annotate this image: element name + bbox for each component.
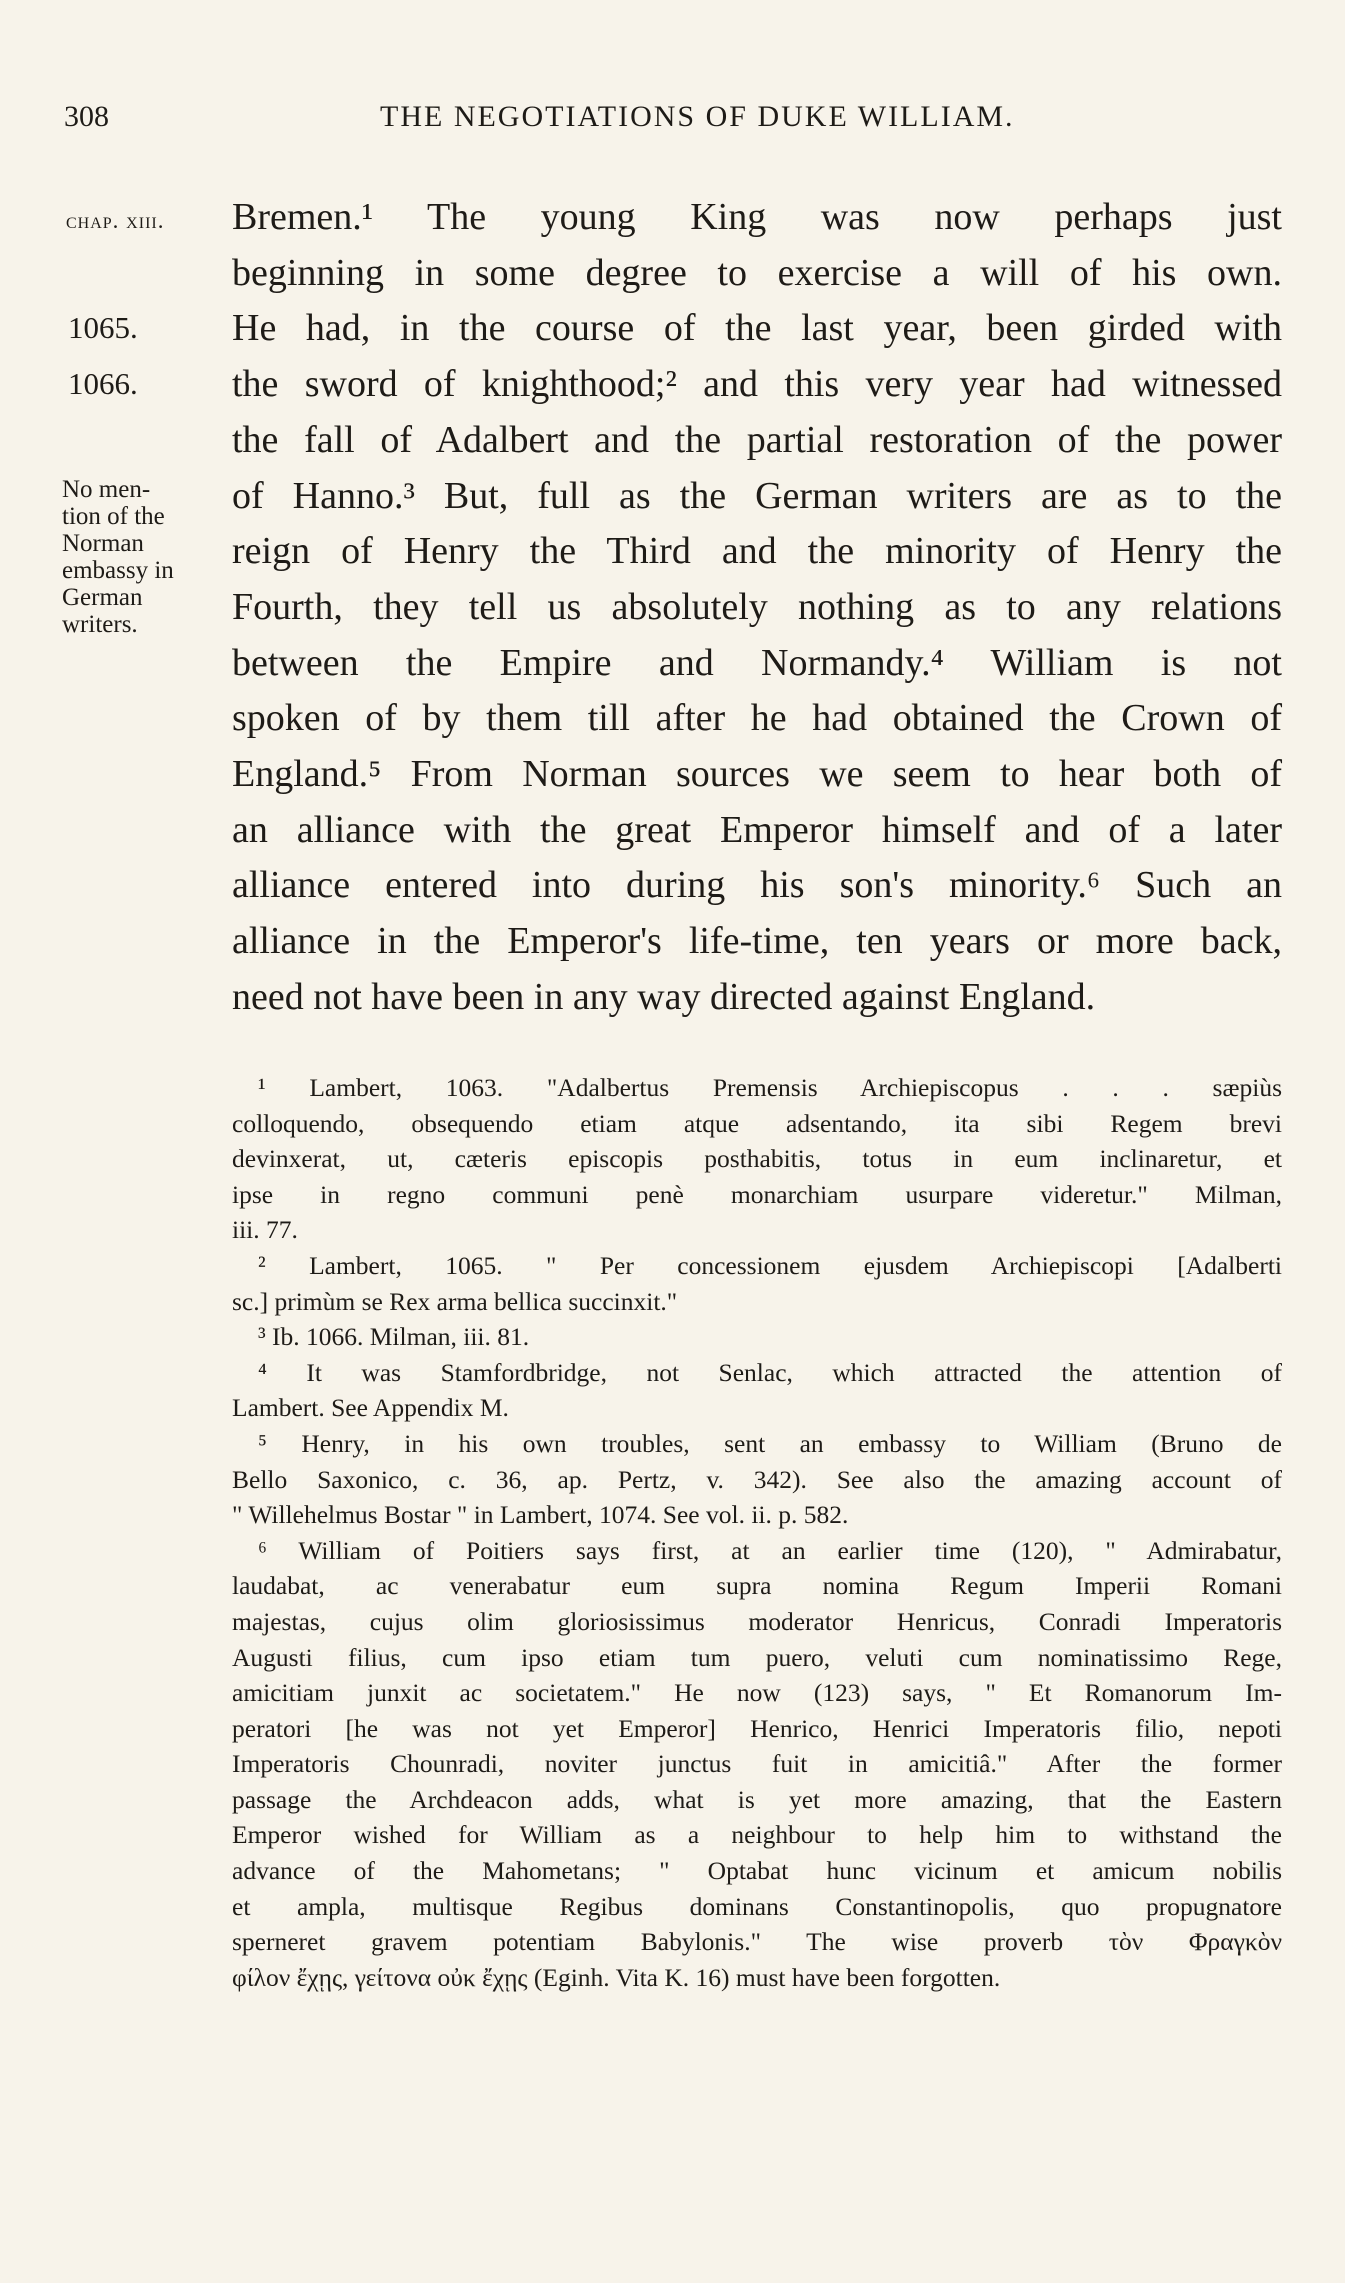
footnote-line: ⁵ Henry, in his own troubles, sent an embassy to William (Bruno de	[258, 1428, 1282, 1458]
footnote-line: amicitiam junxit ac societatem." He now (123) says, " Et Romanorum Im-	[232, 1678, 1282, 1708]
margin-note-line: writers.	[62, 611, 138, 638]
footnotes	[232, 1070, 1282, 1995]
page-number: 308	[64, 100, 109, 133]
footnote-line: devinxerat, ut, cæteris episcopis posthabitis, totus in eum inclinaretur, et	[232, 1144, 1282, 1174]
footnote-line: Augusti filius, cum ipso etiam tum puero, veluti cum nominatissimo Rege,	[232, 1642, 1282, 1672]
body-line: an alliance with the great Emperor himself and of a later	[232, 808, 1282, 851]
body-line: He had, in the course of the last year, been girded with	[232, 307, 1282, 350]
footnote-line: advance of the Mahometans; " Optabat hunc vicinum et amicum nobilis	[232, 1856, 1282, 1886]
footnote-line: passage the Archdeacon adds, what is yet more amazing, that the Eastern	[232, 1784, 1282, 1814]
footnote-line: iii. 77.	[232, 1215, 298, 1245]
margin-year-1065: 1065.	[68, 310, 138, 345]
body-line: alliance entered into during his son's minority.⁶ Such an	[232, 864, 1282, 907]
margin-note-line: tion of the	[62, 503, 165, 530]
body-line: the fall of Adalbert and the partial restoration of the power	[232, 418, 1282, 461]
body-line: Fourth, they tell us absolutely nothing as to any relations	[232, 585, 1282, 628]
footnote-line: ² Lambert, 1065. " Per concessionem ejusdem Archiepiscopi [Adalberti	[258, 1250, 1282, 1280]
footnote-line: peratori [he was not yet Emperor] Henrico, Henrici Imperatoris filio, nepoti	[232, 1713, 1282, 1743]
body-line: England.⁵ From Norman sources we seem to hear both of	[232, 753, 1282, 796]
body-line: of Hanno.³ But, full as the German writers are as to the	[232, 474, 1282, 517]
margin-note-line: No men-	[62, 476, 151, 503]
body-line: beginning in some degree to exercise a will of his own.	[232, 251, 1282, 294]
footnote-line: " Willehelmus Bostar " in Lambert, 1074. See vol. ii. p. 582.	[232, 1500, 849, 1530]
body-line: need not have been in any way directed against England.	[232, 975, 1096, 1018]
margin-year-1066: 1066.	[68, 366, 138, 401]
running-head: THE NEGOTIATIONS OF DUKE WILLIAM.	[380, 100, 1015, 133]
chapter-label: chap. xiii.	[66, 208, 165, 233]
footnote-line: Emperor wished for William as a neighbour to help him to withstand the	[232, 1820, 1282, 1850]
footnote-line: ³ Ib. 1066. Milman, iii. 81.	[258, 1322, 530, 1352]
margin-note-line: German	[62, 584, 143, 611]
footnote-line: ⁶ William of Poitiers says first, at an earlier time (120), " Admirabatur,	[258, 1535, 1282, 1565]
footnote-line: sc.] primùm se Rex arma bellica succinxit."	[232, 1286, 678, 1316]
footnote-line: colloquendo, obsequendo etiam atque adsentando, ita sibi Regem brevi	[232, 1108, 1282, 1138]
margin-note	[62, 476, 222, 638]
footnote-line: Lambert. See Appendix M.	[232, 1393, 509, 1423]
body-line: between the Empire and Normandy.⁴ William is not	[232, 641, 1282, 684]
body-line: the sword of knighthood;² and this very year had witnessed	[232, 363, 1282, 406]
footnote-line: et ampla, multisque Regibus dominans Constantinopolis, quo propugnatore	[232, 1891, 1282, 1921]
body-line: Bremen.¹ The young King was now perhaps just	[232, 196, 1282, 238]
footnote-line: ⁴ It was Stamfordbridge, not Senlac, which attracted the attention of	[258, 1357, 1282, 1387]
footnote-line: Imperatoris Chounradi, noviter junctus fuit in amicitiâ." After the former	[232, 1749, 1282, 1779]
body-text	[232, 190, 1282, 1026]
footnote-line: sperneret gravem potentiam Babylonis." The wise proverb τὸν Φραγκὸν	[232, 1927, 1282, 1957]
body-line: alliance in the Emperor's life-time, ten years or more back,	[232, 920, 1282, 963]
footnote-line: φίλον ἔχῃς, γείτονα οὐκ ἔχῃς (Eginh. Vita K. 16) must have been forgotten.	[232, 1962, 1001, 1992]
footnote-line: ¹ Lambert, 1063. "Adalbertus Premensis Archiepiscopus . . . sæpiùs	[258, 1073, 1282, 1102]
body-line: reign of Henry the Third and the minority of Henry the	[232, 530, 1282, 573]
margin-note-line: Norman	[62, 530, 144, 557]
margin-note-line: embassy in	[62, 557, 174, 584]
footnote-line: Bello Saxonico, c. 36, ap. Pertz, v. 342). See also the amazing account of	[232, 1464, 1282, 1494]
footnote-line: laudabat, ac venerabatur eum supra nomina Regum Imperii Romani	[232, 1571, 1282, 1601]
body-line: spoken of by them till after he had obtained the Crown of	[232, 697, 1282, 740]
footnote-line: majestas, cujus olim gloriosissimus moderator Henricus, Conradi Imperatoris	[232, 1606, 1282, 1636]
footnote-line: ipse in regno communi penè monarchiam usurpare videretur." Milman,	[232, 1179, 1282, 1209]
